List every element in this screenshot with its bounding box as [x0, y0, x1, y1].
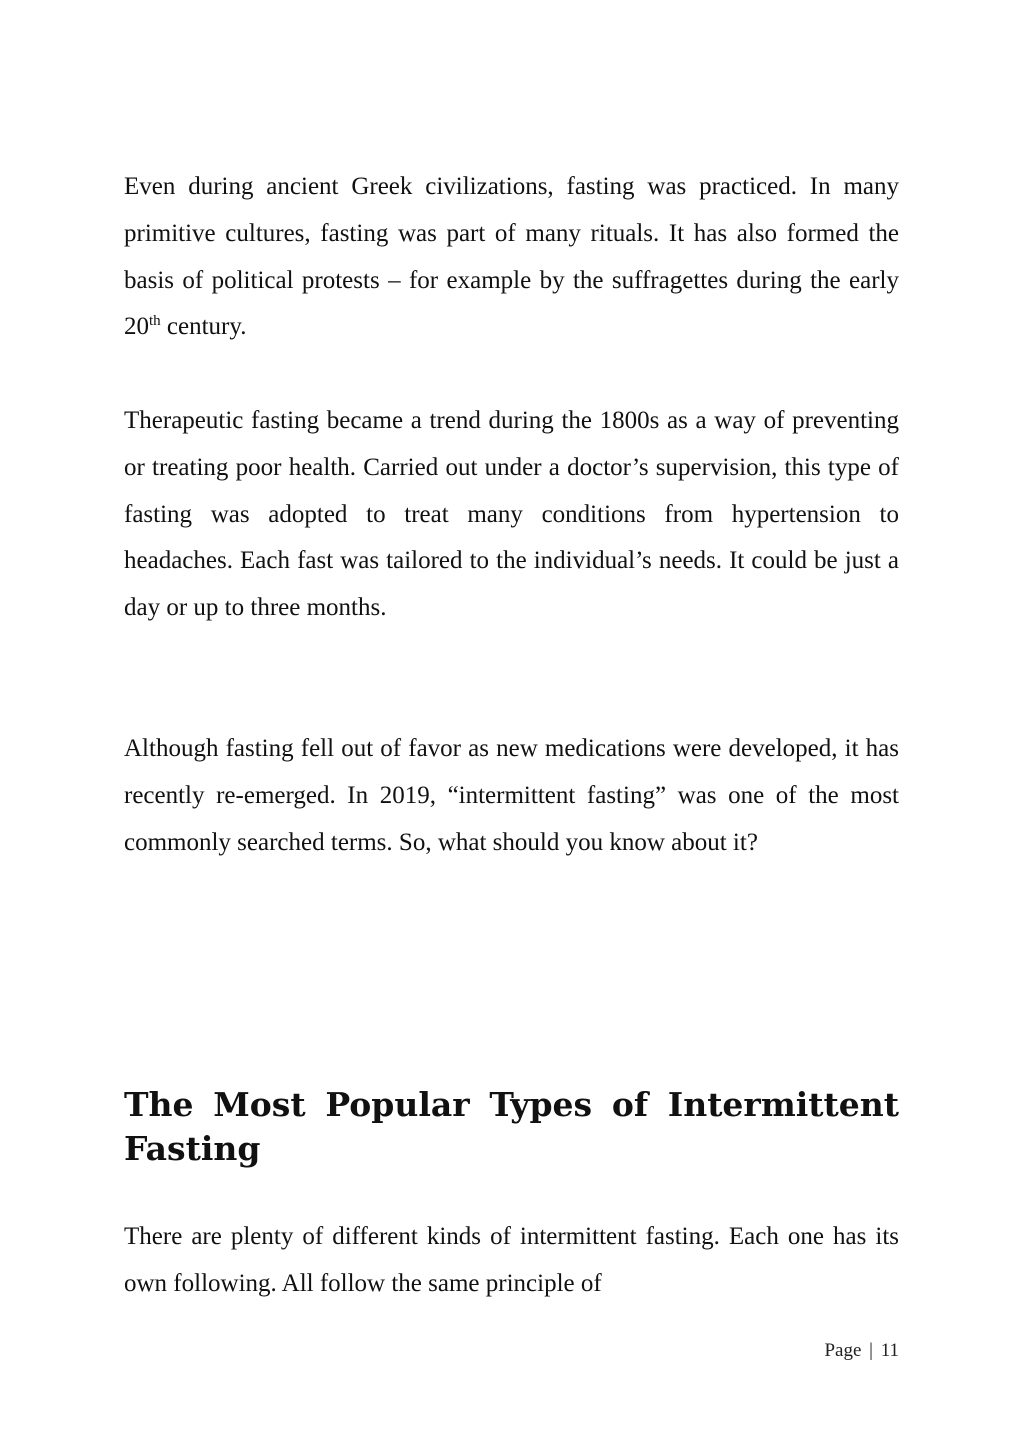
ordinal-suffix: th: [149, 313, 161, 330]
paragraph-therapeutic-fasting: Therapeutic fasting became a trend during the 1800s as a way of preventing or treating poor health. Carried out under a doctor’s supervision, this type of fasting was adopted to treat many conditions from hypertension to headaches. Each fast was tailored to the individual’s needs. It could be just a day or up to three months.: [124, 407, 899, 622]
paragraph-text-end: century.: [160, 313, 247, 341]
page-number: 11: [880, 1340, 899, 1361]
section-heading: The Most Popular Types of Intermittent Fasting: [124, 1085, 899, 1168]
paragraph-types-intro: There are plenty of different kinds of intermittent fasting. Each one has its own following. All follow the same principle of: [124, 1223, 899, 1297]
page-footer: [824, 1340, 899, 1362]
paragraph-reemergence: Although fasting fell out of favor as new medications were developed, it has recently re-emerged. In 2019, “intermittent fasting” was one of the most commonly searched terms. So, what should you know about it?: [124, 735, 899, 856]
paragraph-text: Even during ancient Greek civilizations, fasting was practiced. In many primitive cultures, fasting was part of many rituals. It has also formed the basis of political protests – for example by the suffragettes during the early 20: [124, 173, 899, 341]
paragraph-fasting-history: [124, 164, 899, 351]
page-label: Page: [824, 1340, 862, 1361]
page-separator: |: [869, 1340, 873, 1361]
